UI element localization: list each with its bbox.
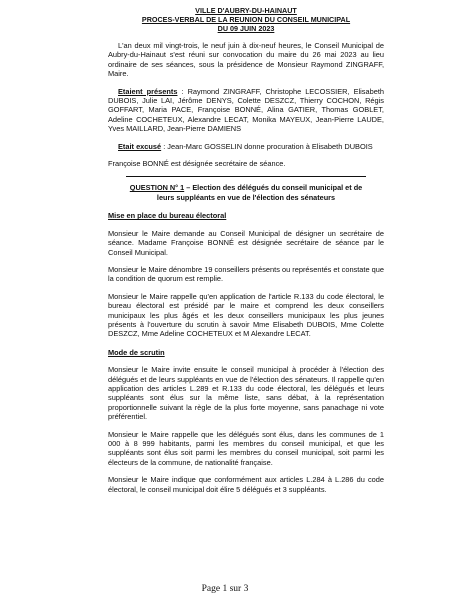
- presents-label: Etaient présents: [118, 86, 178, 96]
- scrutin-paragraph-3: Monsieur le Maire indique que conformément aux articles L.284 à L.286 du code électoral, le conseil municipal doit élire 5 délégués et 3 suppléants.: [108, 475, 384, 494]
- excuse-paragraph: [108, 142, 384, 151]
- question-title: – Election des délégués du conseil municipal et de leurs suppléants en vue de l'élection des sénateurs: [156, 183, 363, 202]
- presents-paragraph: [108, 87, 384, 134]
- excuse-text: : Jean-Marc GOSSELIN donne procuration à Elisabeth DUBOIS: [161, 141, 373, 151]
- header-title: PROCES-VERBAL DE LA REUNION DU CONSEIL MUNICIPAL: [141, 15, 351, 24]
- header-town: VILLE D'AUBRY-DU-HAINAUT: [195, 6, 297, 15]
- section-title-bureau: Mise en place du bureau électoral: [108, 211, 227, 221]
- question-number: QUESTION N° 1: [129, 183, 185, 193]
- presents-list: : Raymond ZINGRAFF, Christophe LECOSSIER, Elisabeth DUBOIS, Julie LAI, Jérôme DENYS, Colette DESZCZ, Thierry COCHON, Régis GOFFART, Maria PACE, Françoise BONNÉ, Alina GATIER, Thomas GOBLET, Adeline COCHETEUX, Alexandre LECAT, Monika MAYEUX, Jean-Pierre LAUDE, Yves MAILLARD, Jean-Pierre DAMIENS: [108, 86, 384, 134]
- bureau-paragraph-2: Monsieur le Maire dénombre 19 conseillers présents ou représentés et constate que la condition de quorum est remplie.: [108, 264, 384, 284]
- question-heading: [126, 176, 366, 202]
- page-number: Page 1 sur 3: [201, 584, 249, 594]
- scrutin-paragraph-1: Monsieur le Maire invite ensuite le conseil municipal à procéder à l'élection des délégués et de leurs suppléants en vue de l'élection des sénateurs. Il rappelle qu'en application des articles L.289 et R.133 du code électoral, les délégués et leurs suppléants sont élus sur la même liste, sans débat, à la représentation proportionnelle suivant la règle de la plus forte moyenne, sans panachage ni vote préférentiel.: [108, 365, 384, 422]
- bureau-paragraph-3: Monsieur le Maire rappelle qu'en application de l'article R.133 du code électoral, le bureau électoral est présidé par le maire et comprend les deux conseillers municipaux les plus âgés et les deux conseillers municipaux les plus jeunes présents à l'ouverture du scrutin à savoir Mme Elisabeth DUBOIS, Mme Colette DESZCZ, Mme Adeline COCHETEUX et M Alexandre LECAT.: [108, 291, 384, 339]
- scrutin-paragraph-2: Monsieur le Maire rappelle que les délégués sont élus, dans les communes de 1 000 à 8 999 habitants, parmi les membres du conseil municipal, et que les suppléants sont élus soit parmi les membres du conseil municipal, soit parmi les électeurs de la commune, de nationalité française.: [108, 429, 384, 467]
- bureau-paragraph-1: Monsieur le Maire demande au Conseil Municipal de désigner un secrétaire de séance. Madame Françoise BONNÉ est désignée secrétaire de séance par le Conseil Municipal.: [108, 228, 384, 257]
- section-title-scrutin: Mode de scrutin: [108, 347, 165, 357]
- intro-paragraph: L'an deux mil vingt-trois, le neuf juin à dix-neuf heures, le Conseil Municipal de Aubry-du-Hainaut s'est réuni sur convocation du maire du 26 mai 2023 au lieu ordinaire de ses séances, sous la présidence de Monsieur Raymond ZINGRAFF, Maire.: [108, 41, 384, 79]
- secretaire-paragraph: Françoise BONNÉ est désignée secrétaire de séance.: [108, 159, 286, 169]
- excuse-label: Etait excusé: [118, 141, 162, 151]
- header-date: DU 09 JUIN 2023: [217, 24, 275, 33]
